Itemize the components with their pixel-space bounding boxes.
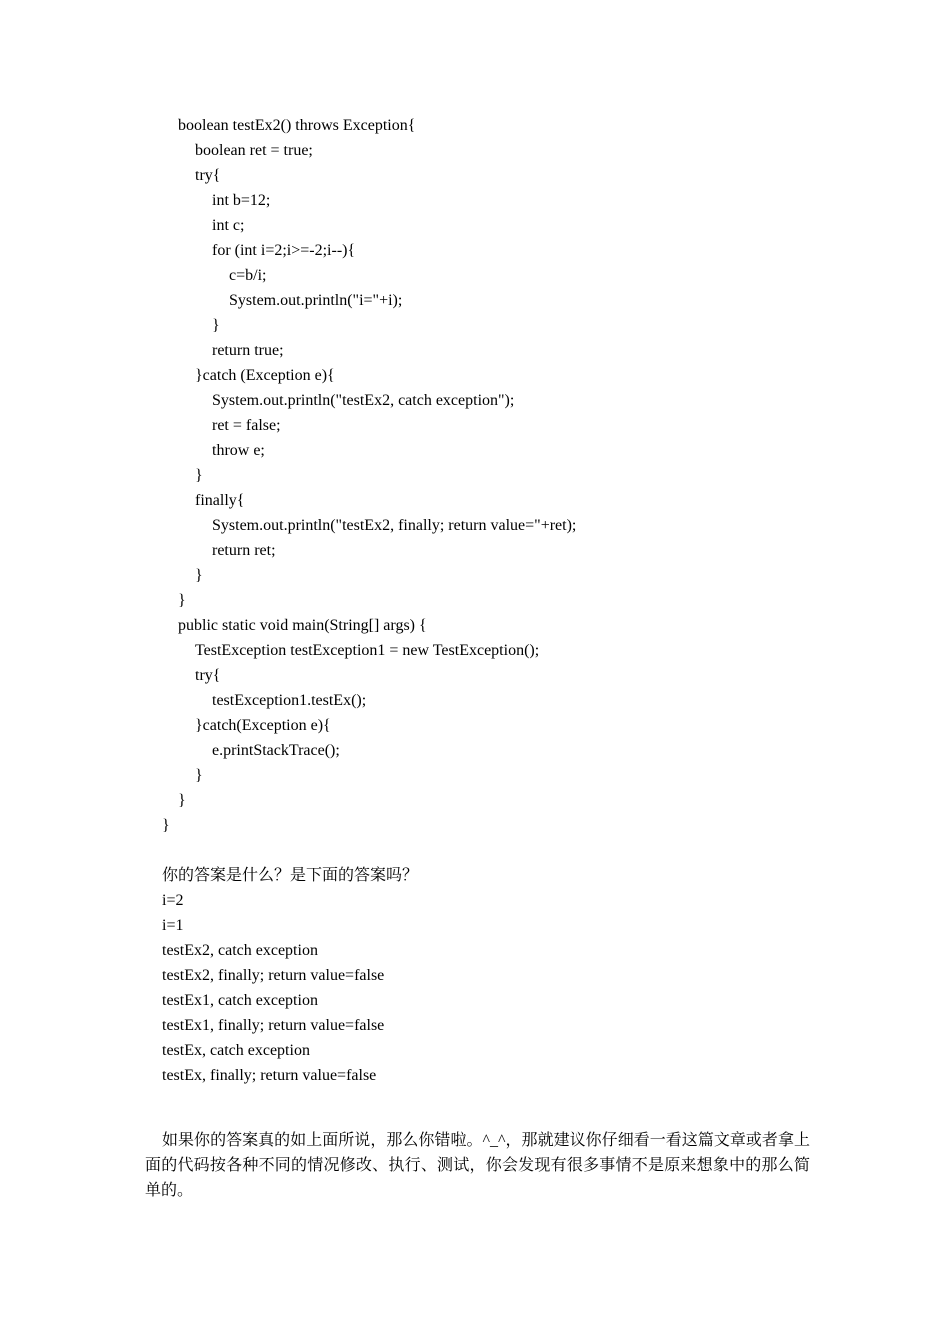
code-line: throw e; [212, 442, 265, 459]
code-line: e.printStackTrace(); [212, 742, 340, 759]
code-line: } [195, 567, 203, 584]
code-line: TestException testException1 = new TestException(); [195, 642, 540, 659]
code-line: try{ [195, 167, 221, 184]
expected-output [162, 863, 862, 1088]
code-line: return ret; [212, 542, 276, 559]
code-line: boolean testEx2() throws Exception{ [178, 117, 416, 134]
code-line: } [195, 767, 203, 784]
output-line: testEx1, catch exception [162, 992, 318, 1009]
code-line: }catch (Exception e){ [195, 367, 335, 384]
code-line: return true; [212, 342, 284, 359]
code-line: public static void main(String[] args) { [178, 617, 427, 634]
code-line: c=b/i; [229, 267, 267, 284]
code-line: try{ [195, 667, 221, 684]
output-line: testEx2, finally; return value=false [162, 967, 385, 984]
code-line: ret = false; [212, 417, 281, 434]
output-line: i=2 [162, 892, 184, 909]
code-line: } [178, 592, 186, 609]
question-text: 你的答案是什么？是下面的答案吗？ [162, 867, 419, 884]
output-line: i=1 [162, 917, 184, 934]
code-line: boolean ret = true; [195, 142, 313, 159]
code-line: int b=12; [212, 192, 271, 209]
code-line: finally{ [195, 492, 245, 509]
closing-paragraph: 如果你的答案真的如上面所说，那么你错啦。^_^，那就建议你仔细看一看这篇文章或者拿上面的代码按各种不同的情况修改、执行、测试，你会发现有很多事情不是原来想象中的那么简单的。 [145, 1132, 810, 1199]
code-line: int c; [212, 217, 245, 234]
code-line: System.out.println("i="+i); [229, 292, 403, 309]
code-line: }catch(Exception e){ [195, 717, 331, 734]
code-line: } [195, 467, 203, 484]
code-line: System.out.println("testEx2, catch exception"); [212, 392, 515, 409]
output-line: testEx1, finally; return value=false [162, 1017, 385, 1034]
code-line: } [212, 317, 220, 334]
code-line: testException1.testEx(); [212, 692, 367, 709]
code-line: } [162, 817, 170, 834]
code-line: for (int i=2;i>=-2;i--){ [212, 242, 356, 259]
output-line: testEx, finally; return value=false [162, 1067, 377, 1084]
output-line: testEx, catch exception [162, 1042, 310, 1059]
output-line: testEx2, catch exception [162, 942, 318, 959]
code-line: } [178, 792, 186, 809]
code-line: System.out.println("testEx2, finally; return value="+ret); [212, 517, 577, 534]
